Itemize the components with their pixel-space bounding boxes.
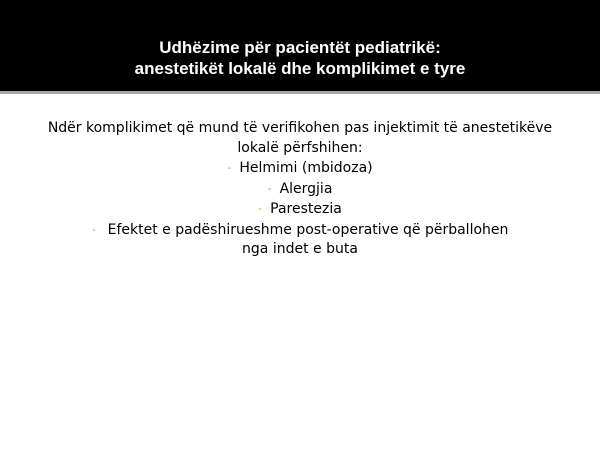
list-item-text: Parestezia xyxy=(270,201,342,217)
slide-title xyxy=(0,37,600,79)
intro-paragraph xyxy=(40,119,560,158)
dash-bullet-icon: - xyxy=(267,181,272,195)
list-item xyxy=(40,179,560,200)
title-divider xyxy=(0,91,600,94)
dash-bullet-icon: - xyxy=(227,161,232,174)
title-bar xyxy=(0,0,600,91)
title-line-2: anestetikët lokalë dhe komplikimet e tyre xyxy=(134,59,466,78)
list-item xyxy=(40,220,560,260)
complications-list xyxy=(40,158,560,260)
title-line-1: Udhëzime për pacientët pediatrikë: xyxy=(159,38,441,57)
list-item-text-continued: nga indet e buta xyxy=(242,241,358,257)
list-item xyxy=(40,199,560,220)
intro-line-1: Ndër komplikimet që mund të verifikohen pas injektimit të anestetikëve xyxy=(47,120,553,136)
dash-bullet-icon: - xyxy=(91,222,96,236)
dash-bullet-icon: - xyxy=(258,202,263,215)
slide-body xyxy=(40,119,560,260)
list-item-text: Alergjia xyxy=(279,180,333,197)
list-item-text: Efektet e padëshirueshme post-operative që përballohen xyxy=(107,221,509,238)
list-item-text: Helmimi (mbidoza) xyxy=(239,160,373,176)
list-item xyxy=(40,158,560,179)
intro-line-2: lokalë përfshihen: xyxy=(237,139,363,156)
